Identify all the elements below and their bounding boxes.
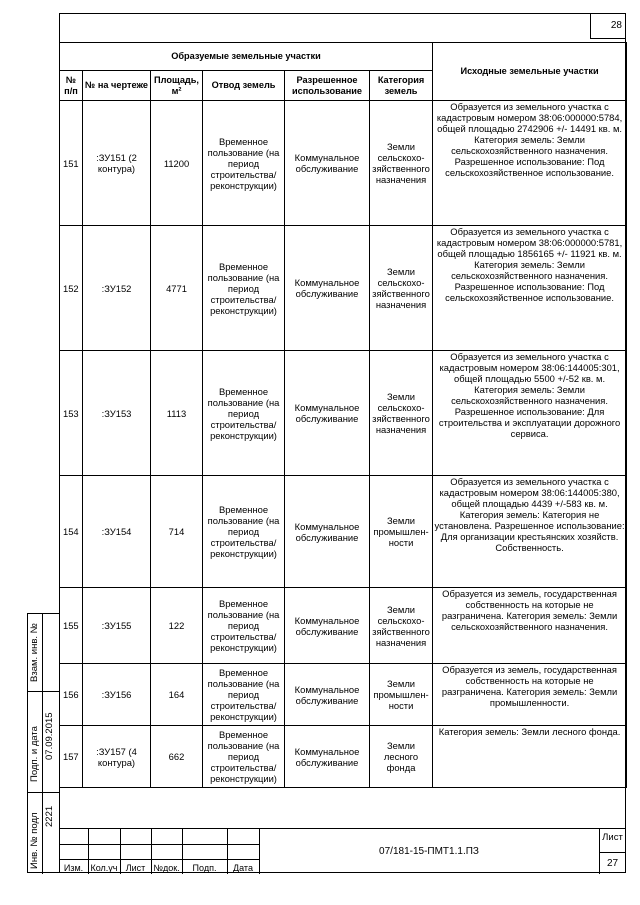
cell-allotment: Временное пользование (на период строительства/ реконструкции) (203, 351, 285, 476)
stamp-sign-date (28, 692, 60, 793)
cell-allotment: Временное пользование (на период строительства/ реконструкции) (203, 476, 285, 588)
cell-area: 122 (151, 588, 203, 664)
cell-category: Земли сельскохо- зяйственного назначения (370, 351, 433, 476)
value-sign-date: 07.09.2015 (44, 712, 55, 760)
label-list: Лист (125, 863, 146, 873)
cell-num: 154 (60, 476, 83, 588)
cell-drawing: :ЗУ156 (83, 664, 151, 726)
cell-usage: Коммунальное обслуживание (285, 101, 370, 226)
cell-source: Образуется из земельного участка с кадастровым номером 38:06:000000:5784, общей площадью 2742906 +/- 14491 кв. м. Категория земель: Земли сельскохозяйственного назначения. Разрешенное использование: Под сельскохозяйственное использование. (433, 101, 627, 226)
cell-usage: Коммунальное обслуживание (285, 226, 370, 351)
label-data: Дата (233, 863, 253, 873)
stamp-inv-podl (28, 793, 60, 874)
cell-allotment: Временное пользование (на период строительства/ реконструкции) (203, 588, 285, 664)
table-row (60, 476, 627, 588)
label-sign-date: Подп. и дата (29, 726, 40, 782)
cell-category: Земли лесного фонда (370, 726, 433, 788)
cell-drawing: :ЗУ153 (83, 351, 151, 476)
label-ndok: №док. (153, 863, 180, 873)
cell-source: Образуется из земельного участка с кадастровым номером 38:06:144005:380, общей площадью 4439 +/-583 кв. м. Категория земель: Категория не установлена. Разрешенное использование: Для организации крестьянских хозяйств. Собственность. (433, 476, 627, 588)
land-plots-table (59, 42, 627, 788)
cell-source: Образуется из земель, государственная собственность на которые не разграничена. Категория земель: Земли сельскохозяйственного назначения. (433, 588, 627, 664)
cell-category: Земли сельскохо- зяйственного назначения (370, 226, 433, 351)
title-block (59, 828, 626, 873)
table-row (60, 226, 627, 351)
col-usage: Разрешенное использование (285, 71, 370, 101)
cell-usage: Коммунальное обслуживание (285, 351, 370, 476)
cell-area: 164 (151, 664, 203, 726)
cell-allotment: Временное пользование (на период строительства/ реконструкции) (203, 101, 285, 226)
page-number: 28 (590, 13, 626, 39)
cell-allotment: Временное пользование (на период строительства/ реконструкции) (203, 726, 285, 788)
cell-num: 155 (60, 588, 83, 664)
label-inv-podl: Инв. № подл (29, 812, 40, 869)
cell-category: Земли сельскохо- зяйственного назначения (370, 588, 433, 664)
table-row (60, 726, 627, 788)
col-num: № п/п (60, 71, 83, 101)
sheet-box (599, 829, 626, 874)
cell-drawing: :ЗУ154 (83, 476, 151, 588)
cell-num: 156 (60, 664, 83, 726)
cell-area: 714 (151, 476, 203, 588)
cell-num: 151 (60, 101, 83, 226)
side-stamp (27, 613, 59, 873)
cell-drawing: :ЗУ152 (83, 226, 151, 351)
table-row (60, 664, 627, 726)
value-inv-podl: 2221 (44, 805, 55, 827)
table-row (60, 588, 627, 664)
label-podp: Подп. (192, 863, 217, 873)
cell-allotment: Временное пользование (на период строительства/ реконструкции) (203, 226, 285, 351)
label-kol-uch: Кол.уч (90, 863, 118, 873)
cell-num: 157 (60, 726, 83, 788)
cell-area: 1113 (151, 351, 203, 476)
cell-usage: Коммунальное обслуживание (285, 726, 370, 788)
cell-source: Образуется из земельного участка с кадастровым номером 38:06:144005:301, общей площадью 5500 +/-52 кв. м. Категория земель: Земли сельскохозяйственного назначения. Разрешенное использование: Для строительства и эксплуатации дорожного сервиса. (433, 351, 627, 476)
cell-num: 153 (60, 351, 83, 476)
cell-allotment: Временное пользование (на период строительства/ реконструкции) (203, 664, 285, 726)
cell-drawing: :ЗУ157 (4 контура) (83, 726, 151, 788)
revision-grid (59, 829, 259, 874)
cell-category: Земли промышлен- ности (370, 664, 433, 726)
cell-area: 4771 (151, 226, 203, 351)
cell-usage: Коммунальное обслуживание (285, 664, 370, 726)
cell-num: 152 (60, 226, 83, 351)
cell-source: Образуется из земель, государственная собственность на которые не разграничена. Категория земель: Земли промышленности. (433, 664, 627, 726)
col-drawing: № на чертеже (83, 71, 151, 101)
col-category: Категория земель (370, 71, 433, 101)
cell-area: 662 (151, 726, 203, 788)
cell-source: Категория земель: Земли лесного фонда. (433, 726, 627, 788)
sheet-number: 27 (599, 852, 626, 874)
table-row (60, 101, 627, 226)
cell-usage: Коммунальное обслуживание (285, 476, 370, 588)
label-inv-zam: Взам. инв. № (29, 623, 40, 682)
label-izm: Изм. (63, 863, 84, 873)
table-row (60, 351, 627, 476)
col-area: Площадь, м² (151, 71, 203, 101)
cell-source: Образуется из земельного участка с кадастровым номером 38:06:000000:5781, общей площадью 1856165 +/- 11921 кв. м. Категория земель: Земли сельскохозяйственного назначения. Разрешенное использование: Под сельскохозяйственное использование. (433, 226, 627, 351)
sheet-label: Лист (602, 832, 623, 843)
cell-drawing: :ЗУ155 (83, 588, 151, 664)
col-allotment: Отвод земель (203, 71, 285, 101)
stamp-inv-zam (28, 614, 60, 692)
cell-drawing: :ЗУ151 (2 контура) (83, 101, 151, 226)
group-header: Образуемые земельные участки (60, 43, 433, 71)
source-header: Исходные земельные участки (433, 43, 627, 101)
cell-category: Земли сельскохо- зяйственного назначения (370, 101, 433, 226)
cell-area: 11200 (151, 101, 203, 226)
cell-usage: Коммунальное обслуживание (285, 588, 370, 664)
cell-category: Земли промышлен- ности (370, 476, 433, 588)
document-code: 07/181-15-ПМТ1.1.ПЗ (259, 829, 600, 874)
